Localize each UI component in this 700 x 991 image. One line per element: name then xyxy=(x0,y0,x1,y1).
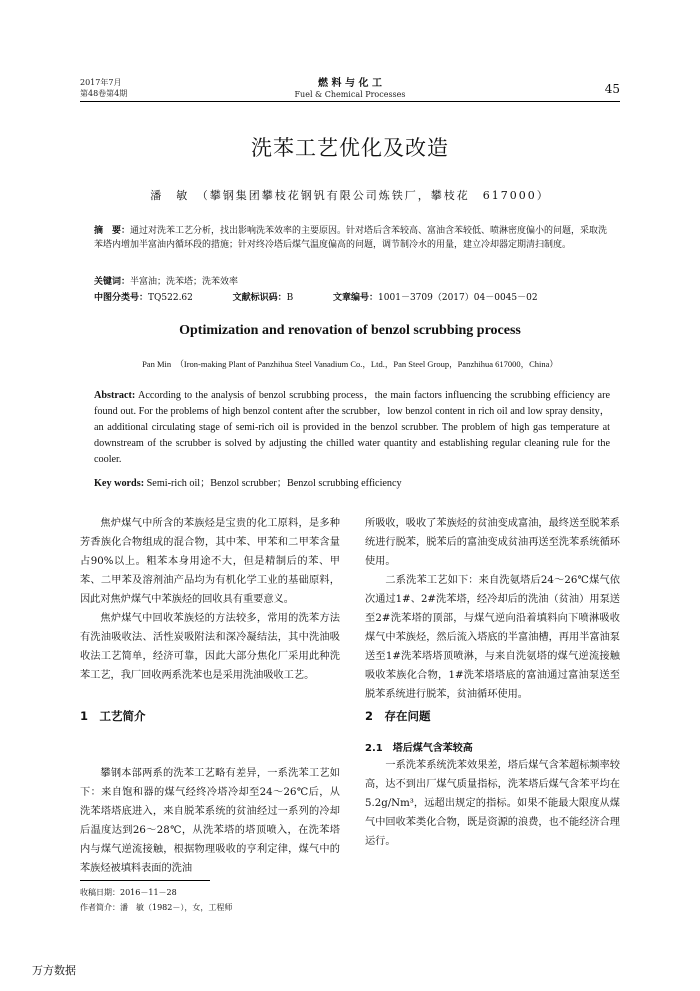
process-paragraph-3: 二系洗苯工艺如下：来自洗氨塔后24～26℃煤气依次通过1#、2#洗苯塔，经冷却后的洗油（贫油）用泵送至2#洗苯塔的顶部，与煤气逆向沿着填料向下喷淋吸收煤气中苯族烃，然后流入塔底的半富油槽，再用半富油泵送至1#洗苯塔塔顶喷淋，与来自洗氨塔的煤气逆流接触吸收苯族化合物，1#洗苯塔塔底的富油通过富油泵送至脱苯系统进行脱苯，贫油循环使用。 xyxy=(365,575,620,700)
author-affiliation-cn: （攀钢集团攀枝花钢钒有限公司炼铁厂，攀枝花 617000） xyxy=(202,189,550,202)
footnote-author: 作者简介：潘 敏（1982－），女，工程师 xyxy=(80,903,233,912)
keywords-en xyxy=(94,476,610,492)
subsection-2-1-title: 2.1 塔后煤气含苯较高 xyxy=(365,743,473,754)
article-number-value: 1001－3709（2017）04－0045－02 xyxy=(378,293,538,303)
title-cn: 洗苯工艺优化及改造 xyxy=(251,136,449,160)
title-en: Optimization and renovation of benzol scrubbing process xyxy=(179,323,521,338)
page-number: 45 xyxy=(604,82,620,96)
keywords-cn-label: 关键词： xyxy=(94,277,131,287)
header-rule xyxy=(80,101,620,102)
clc-value: TQ522.62 xyxy=(148,293,193,303)
abstract-en-text: According to the analysis of benzol scrubbing process，the main factors influencing the scrubbing efficiency are found out. For the problems of high benzol content after the scrubber，low benzol content in rich oil and low spray density，an additional circulating stage of semi-rich oil is provided in the benzol scrubber. The problem of high gas temperature at downstream of the scrubber is solved by adjusting the chilled water quantity and establishing regular cleaning rule for the cooler. xyxy=(94,390,610,465)
footnote-received: 收稿日期：2016－11－28 xyxy=(80,888,177,897)
right-column-process xyxy=(365,514,620,704)
section-1-title: 1 工艺简介 xyxy=(80,709,146,723)
abstract-en-label: Abstract: xyxy=(94,390,136,401)
author-cn xyxy=(0,187,700,203)
intro-paragraph-1: 焦炉煤气中所含的苯族烃是宝贵的化工原料，是多种芳香族化合物组成的混合物，其中苯、甲苯和二甲苯含量占90%以上。粗苯本身用途不大，但是精制后的苯、甲苯、二甲苯及溶剂油产品均为有机化学工业的基础原料，因此对焦炉煤气中苯族烃的回收具有重要意义。 xyxy=(80,518,340,605)
problem-paragraph-1: 一系洗苯系统洗苯效果差，塔后煤气含苯超标频率较高，达不到出厂煤气质量指标，洗苯塔后煤气含苯平均在5.2g/Nm³，远超出规定的指标。如果不能最大限度从煤气中回收苯类化合物，既是资源的浪费，也不能经济合理运行。 xyxy=(365,760,620,847)
doc-code-value: B xyxy=(286,293,294,303)
header-date: 2017年7月 xyxy=(80,78,122,87)
footnote-rule xyxy=(80,880,210,881)
abstract-cn-text: 通过对洗苯工艺分析，找出影响洗苯效率的主要原因。针对塔后含苯较高、富油含苯较低、喷淋密度偏小的问题，采取洗苯塔内增加半富油内循环段的措施；针对终冷塔后煤气温度偏高的问题，调节制冷水的用量，建立冷却器定期清扫制度。 xyxy=(94,226,608,250)
header-volume: 第48卷第4期 xyxy=(80,89,128,98)
intro-paragraph-2: 焦炉煤气中回收苯族烃的方法较多，常用的洗苯方法有洗油吸收法、活性炭吸附法和深冷凝结法，其中洗油吸收法工艺简单，经济可靠，因此大部分焦化厂采用此种洗苯工艺，我厂回收两系洗苯也是采用洗油吸收工艺。 xyxy=(80,613,340,681)
classification-line xyxy=(94,291,614,305)
left-column-intro xyxy=(80,514,340,685)
abstract-en xyxy=(94,388,610,468)
article-number-label: 文章编号： xyxy=(333,293,379,303)
keywords-cn-text: 半富油；洗苯塔；洗苯效率 xyxy=(130,277,239,287)
doc-code-label: 文献标识码： xyxy=(232,293,287,303)
keywords-cn xyxy=(94,275,614,289)
process-paragraph-1: 攀钢本部两系的洗苯工艺略有差异，一系洗苯工艺如下：来自饱和器的煤气经终冷塔冷却至24～26℃后，从洗苯塔塔底进入，来自脱苯系统的贫油经过一系列的冷却后温度达到26～28℃，从洗苯塔的塔顶喷入，在洗苯塔内与煤气逆流接触，根据物理吸收的亨利定律，煤气中的苯族烃被填料表面的洗油 xyxy=(80,768,340,874)
author-en: Pan Min （Iron-making Plant of Panzhihua Steel Vanadium Co.，Ltd.，Pan Steel Group，Panzhihua 617000，China） xyxy=(142,359,558,369)
abstract-cn-label: 摘 要： xyxy=(94,226,131,236)
right-column-problems xyxy=(365,756,620,851)
author-name-cn: 潘 敏 xyxy=(150,189,190,202)
journal-title-en: Fuel & Chemical Processes xyxy=(294,90,406,99)
journal-title-cn: 燃 料 与 化 工 xyxy=(318,78,382,89)
abstract-cn xyxy=(94,224,614,252)
watermark-text: 万方数据 xyxy=(32,964,76,977)
left-column-process xyxy=(80,764,340,878)
section-2-title: 2 存在问题 xyxy=(365,709,431,723)
keywords-en-label: Key words: xyxy=(94,478,145,489)
keywords-en-text: Semi-rich oil；Benzol scrubber；Benzol scrubbing efficiency xyxy=(144,478,402,489)
process-paragraph-2: 所吸收，吸收了苯族烃的贫油变成富油，最终送至脱苯系统进行脱苯，脱苯后的富油变成贫油再送至洗苯系统循环使用。 xyxy=(365,518,620,567)
clc-label: 中图分类号： xyxy=(94,293,149,303)
